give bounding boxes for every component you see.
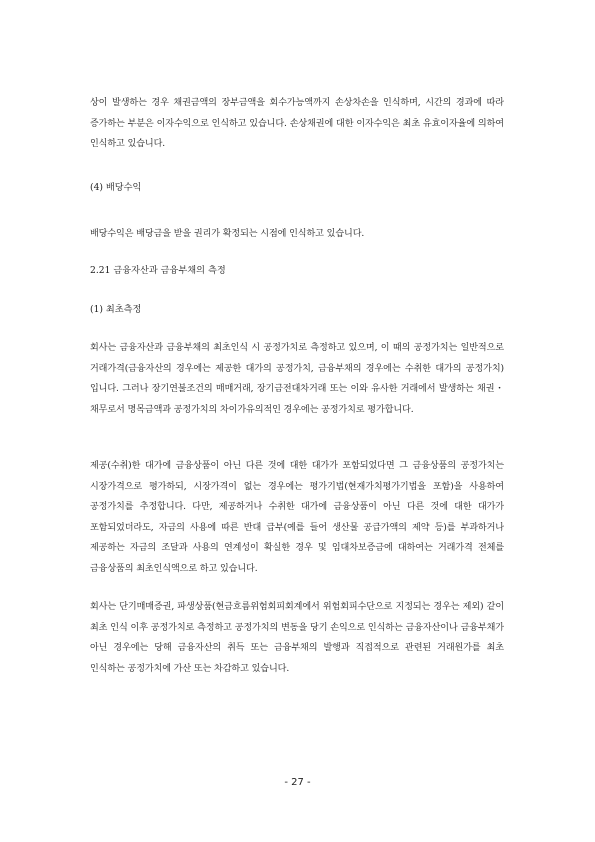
dividend-heading: (4) 배당수익: [90, 182, 142, 193]
initial-measurement-paragraph-3: 회사는 단기매매증권, 파생상품(현금흐름위험회피회계에서 위험회피수단으로 지정되는 경우는 제외) 같이 최초 인식 이후 공정가치로 측정하고 공정가치의 변동을 당기 손익으로 인식하는 금융자산이나 금융부채가 아닌 경우에는 당해 금융자산의 취득 또는 금융부채의 발행과 직접적으로 관련된 거래원가를 최초 인식하는 공정가치에 가산 또는 차감하고 있습니다.: [90, 602, 504, 674]
initial-measurement-paragraph-1: 회사는 금융자산과 금융부채의 최초인식 시 공정가치로 측정하고 있으며, 이 때의 공정가치는 일반적으로 거래가격(금융자산의 경우에는 제공한 대가의 공정가치, 금융부채의 경우에는 수취한 대가의 공정가치)입니다. 그러나 장기연불조건의 매매거래, 장기금전대차거래 또는 이와 유사한 거래에서 발생하는 채권・채무로서 명목금액과 공정가치의 차이가유의적인 경우에는 공정가치로 평가합니다.: [90, 343, 504, 415]
impairment-paragraph: 상이 발생하는 경우 채권금액의 장부금액을 회수가능액까지 손상차손을 인식하며, 시간의 경과에 따라 증가하는 부분은 이자수익으로 인식하고 있습니다. 손상채권에 대한 이자수익은 최초 유효이자율에 의하여 인식하고 있습니다.: [90, 98, 504, 149]
page-number: - 27 -: [284, 777, 311, 788]
dividend-paragraph: 배당수익은 배당금을 받을 권리가 확정되는 시점에 인식하고 있습니다.: [90, 229, 365, 239]
initial-measurement-paragraph-2: 제공(수취)한 대가에 금융상품이 아닌 다른 것에 대한 대가가 포함되었다면 그 금융상품의 공정가치는 시장가격으로 평가하되, 시장가격이 없는 경우에는 평가기법(현재가치평가기법을 포함)을 사용하여 공정가치를 추정합니다. 다만, 제공하거나 수취한 대가에 금융상품이 아닌 다른 것에 대한 대가가 포함되었더라도, 자금의 사용에 따른 반대 급부(예를 들어 생산물 공급가액의 제약 등)를 부과하거나 제공하는 자금의 조달과 사용의 연계성이 확실한 경우 및 임대차보증금에 대하여는 거래가격 전체를 금융상품의 최초인식액으로 하고 있습니다.: [90, 461, 504, 574]
initial-measurement-heading: (1) 최초측정: [90, 304, 142, 315]
section-heading: 2.21 금융자산과 금융부채의 측정: [90, 265, 226, 276]
